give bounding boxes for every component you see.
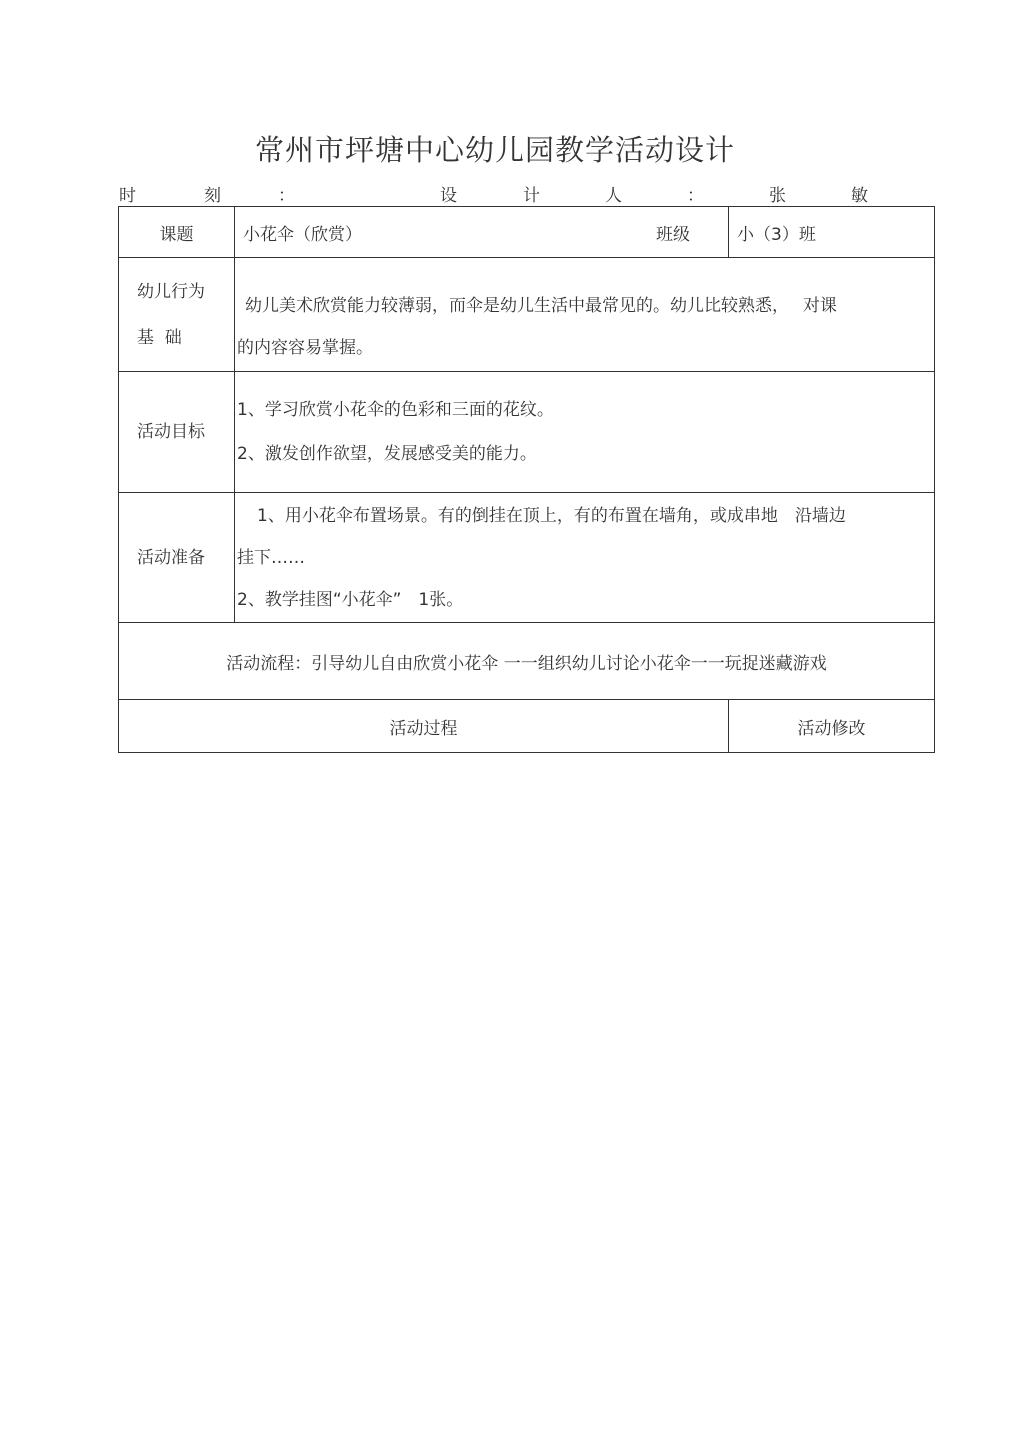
prep-text	[235, 493, 935, 623]
basis-label-line2: 基 础	[137, 327, 182, 348]
designer-char-1: 设	[440, 186, 457, 206]
process-header-row	[119, 700, 935, 753]
basis-label	[119, 258, 235, 372]
prep-row	[119, 493, 935, 623]
goals-label: 活动目标	[119, 372, 235, 493]
basis-text-line2: 的内容容易掌握。	[237, 337, 373, 358]
basis-label-line1: 幼儿行为	[137, 281, 205, 302]
topic-label: 课题	[119, 207, 235, 258]
prep-label: 活动准备	[119, 493, 235, 623]
basis-text-line1: 幼儿美术欣赏能力较薄弱，而伞是幼儿生活中最常见的。幼儿比较熟悉， 对课	[245, 295, 837, 316]
time-char-2: 刻	[204, 186, 221, 206]
designer-char-2: 计	[523, 186, 540, 206]
goals-row	[119, 372, 935, 493]
prep-line1: 1、用小花伞布置场景。有的倒挂在顶上，有的布置在墙角，或成串地 沿墙边	[257, 505, 846, 526]
topic-value: 小花伞（欣赏）	[243, 225, 362, 245]
topic-row	[119, 207, 935, 258]
meta-row	[117, 181, 933, 207]
prep-line2: 挂下……	[237, 547, 305, 568]
designer-colon: ：	[687, 186, 704, 206]
goals-list	[235, 372, 935, 493]
designer-name-char-2: 敏	[851, 186, 868, 206]
designer-char-3: 人	[605, 186, 622, 206]
goal-item-1: 1、学习欣赏小花伞的色彩和三面的花纹。	[237, 400, 554, 420]
flow-text: 活动流程：引导幼儿自由欣赏小花伞 一一组织幼儿讨论小花伞一一玩捉迷藏游戏	[119, 623, 935, 700]
document-title: 常州市坪塘中心幼儿园教学活动设计	[254, 133, 735, 167]
prep-line3: 2、教学挂图“小花伞” 1张。	[237, 589, 464, 610]
time-char-1: 时	[119, 186, 136, 206]
class-label: 班级	[656, 225, 690, 245]
revision-label: 活动修改	[729, 700, 935, 753]
time-colon: ：	[278, 186, 295, 206]
flow-row	[119, 623, 935, 700]
process-label: 活动过程	[119, 700, 729, 753]
activity-plan-table	[118, 206, 935, 753]
goal-item-2: 2、激发创作欲望，发展感受美的能力。	[237, 444, 537, 464]
topic-cell	[235, 207, 729, 258]
designer-name-char-1: 张	[769, 186, 786, 206]
basis-row	[119, 258, 935, 372]
class-value: 小（3）班	[729, 207, 935, 258]
basis-text	[235, 258, 935, 372]
